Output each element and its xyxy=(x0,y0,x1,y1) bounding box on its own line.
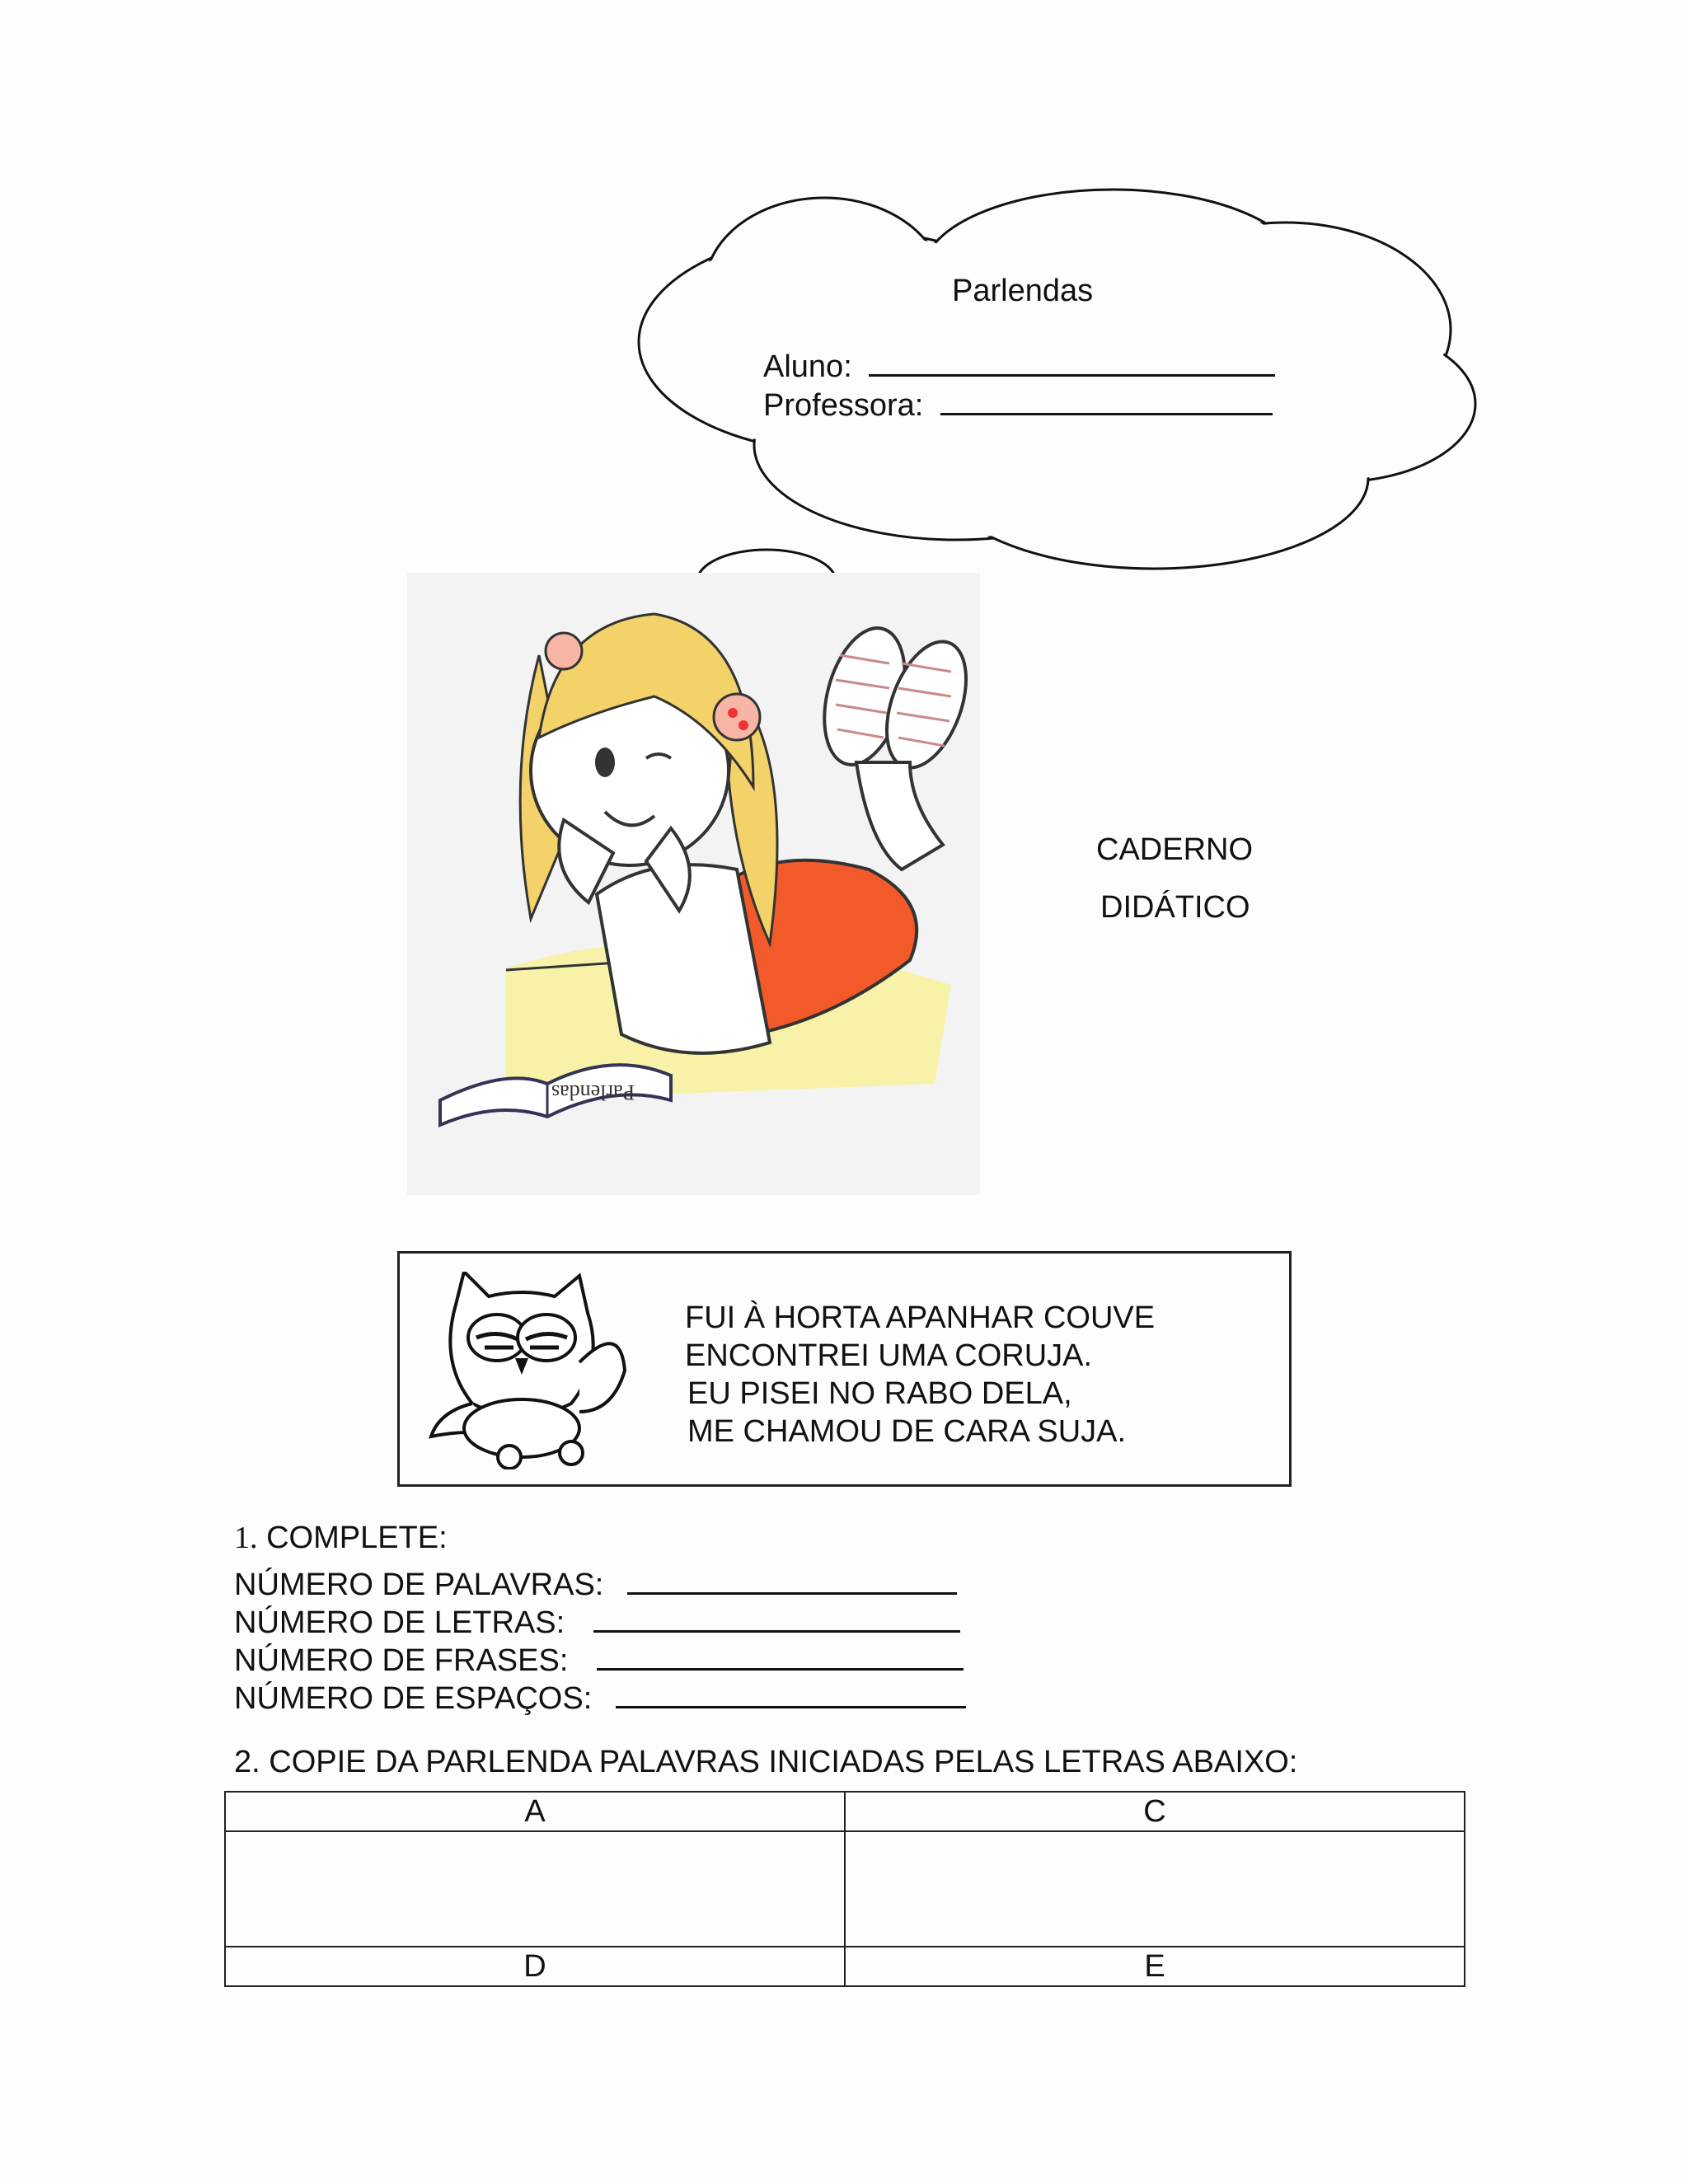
q1-answer-blank[interactable] xyxy=(597,1643,964,1671)
q1-item xyxy=(234,1604,960,1642)
q1-item-label: NÚMERO DE PALAVRAS: xyxy=(234,1568,604,1602)
letter-header-d: D xyxy=(225,1947,845,1986)
letter-header-a: A xyxy=(225,1792,845,1831)
professora-line xyxy=(763,387,1273,424)
q1-item-label: NÚMERO DE ESPAÇOS: xyxy=(234,1681,593,1716)
aluno-blank[interactable] xyxy=(869,349,1275,377)
q1-answer-blank[interactable] xyxy=(627,1568,957,1595)
poem-line: FUI À HORTA APANHAR COUVE xyxy=(685,1301,1156,1335)
q1-item xyxy=(234,1680,966,1718)
letters-table xyxy=(224,1791,1465,1987)
didatico-label: DIDÁTICO xyxy=(1100,890,1250,925)
aluno-line xyxy=(763,348,1275,386)
professora-label: Professora: xyxy=(763,388,924,423)
q2-title: 2. COPIE DA PARLENDA PALAVRAS INICIADAS PELAS LETRAS ABAIXO: xyxy=(234,1745,1298,1779)
professora-blank[interactable] xyxy=(940,388,1273,415)
q1-title: COMPLETE: xyxy=(266,1521,448,1555)
poem-line: ME CHAMOU DE CARA SUJA. xyxy=(687,1414,1127,1449)
girl-reading-illustration xyxy=(407,573,980,1195)
q1-item-label: NÚMERO DE FRASES: xyxy=(234,1643,569,1678)
cover-title: Parlendas xyxy=(952,274,1094,308)
letter-header-c: C xyxy=(845,1792,1465,1831)
poem-line: EU PISEI NO RABO DELA, xyxy=(687,1376,1072,1411)
book-lettering: Parlendas xyxy=(551,1080,635,1104)
aluno-label: Aluno: xyxy=(763,349,852,384)
q1-number: 1. xyxy=(234,1521,258,1555)
q1-item xyxy=(234,1566,957,1604)
answer-cell-c[interactable] xyxy=(845,1831,1465,1947)
q1-item-label: NÚMERO DE LETRAS: xyxy=(234,1605,565,1640)
q1-item xyxy=(234,1642,964,1680)
letter-header-e: E xyxy=(845,1947,1465,1986)
q1-heading xyxy=(234,1519,448,1557)
q1-answer-blank[interactable] xyxy=(593,1605,960,1633)
caderno-label: CADERNO xyxy=(1096,832,1254,867)
poem-box xyxy=(397,1251,1292,1487)
owl-icon xyxy=(423,1272,629,1469)
answer-cell-a[interactable] xyxy=(225,1831,845,1947)
q1-answer-blank[interactable] xyxy=(616,1681,966,1708)
poem-line: ENCONTREI UMA CORUJA. xyxy=(685,1338,1093,1373)
